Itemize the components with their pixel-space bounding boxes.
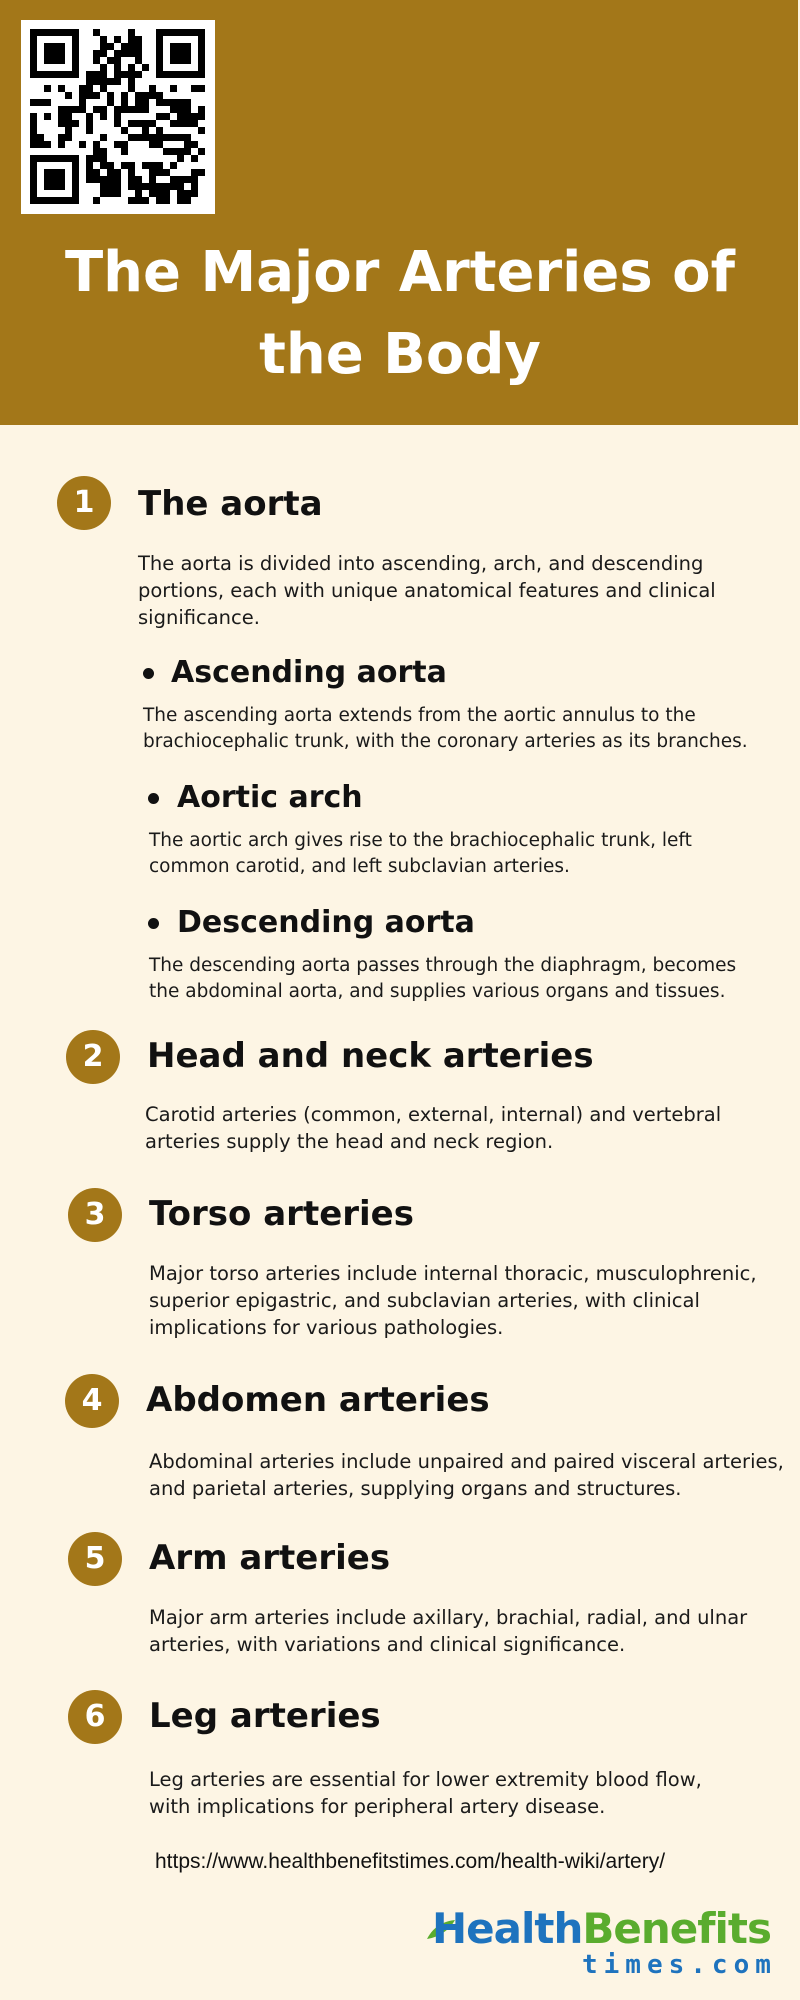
title-line-2: the Body — [259, 322, 541, 387]
section-number-badge: 5 — [68, 1532, 122, 1586]
section-number-badge: 4 — [65, 1374, 119, 1428]
section-number-badge: 6 — [68, 1690, 122, 1744]
section-heading: The aorta — [138, 484, 323, 524]
section-heading: Abdomen arteries — [146, 1380, 490, 1420]
title-line-1: The Major Arteries of — [64, 240, 735, 305]
health-benefits-times-logo[interactable] — [432, 1904, 782, 1980]
subsection-text: The descending aorta passes through the diaphragm, becomes the abdominal aorta, and supplies various organs and tissues. — [149, 955, 737, 1002]
section-text: Abdominal arteries include unpaired and paired visceral arteries, and parietal arteries, supplying organs and structures. — [149, 1450, 784, 1500]
section-text: Carotid arteries (common, external, internal) and vertebral arteries supply the head and neck region. — [145, 1103, 722, 1153]
section-number-badge: 2 — [66, 1030, 120, 1084]
source-url-link[interactable]: https://www.healthbenefitstimes.com/health-wiki/artery/ — [155, 1850, 666, 1873]
logo-word-times: times.com — [582, 1950, 777, 1980]
section-text: The aorta is divided into ascending, arch, and descending portions, each with unique anatomical features and clinical significance. — [138, 552, 716, 629]
subsection-text: The ascending aorta extends from the aortic annulus to the brachiocephalic trunk, with the coronary arteries as its branches. — [143, 705, 748, 752]
page-title — [0, 232, 800, 396]
logo-word-benefits: Benefits — [582, 1904, 771, 1953]
logo-word-health: Health — [432, 1904, 583, 1953]
qr-code-icon[interactable] — [21, 20, 215, 214]
subsection-heading: Descending aorta — [177, 905, 475, 940]
logo-wordmark — [432, 1905, 771, 1953]
bullet-icon — [148, 793, 159, 804]
section-heading: Torso arteries — [149, 1194, 414, 1234]
subsection-heading: Aortic arch — [177, 780, 363, 815]
section-text: Leg arteries are essential for lower extremity blood flow, with implications for peripheral artery disease. — [149, 1768, 702, 1818]
header-banner — [0, 0, 800, 425]
section-text: Major torso arteries include internal thoracic, musculophrenic, superior epigastric, and subclavian arteries, with clinical implications for various pathologies. — [149, 1262, 757, 1339]
section-heading: Leg arteries — [149, 1696, 381, 1736]
bullet-icon — [148, 918, 159, 929]
section-number-badge: 3 — [68, 1188, 122, 1242]
section-heading: Head and neck arteries — [147, 1036, 594, 1076]
section-text: Major arm arteries include axillary, brachial, radial, and ulnar arteries, with variations and clinical significance. — [149, 1606, 748, 1656]
subsection-text: The aortic arch gives rise to the brachiocephalic trunk, left common carotid, and left subclavian arteries. — [149, 830, 692, 877]
section-heading: Arm arteries — [149, 1538, 391, 1578]
bullet-icon — [143, 668, 154, 679]
subsection-heading: Ascending aorta — [171, 655, 447, 690]
section-number-badge: 1 — [57, 476, 111, 530]
